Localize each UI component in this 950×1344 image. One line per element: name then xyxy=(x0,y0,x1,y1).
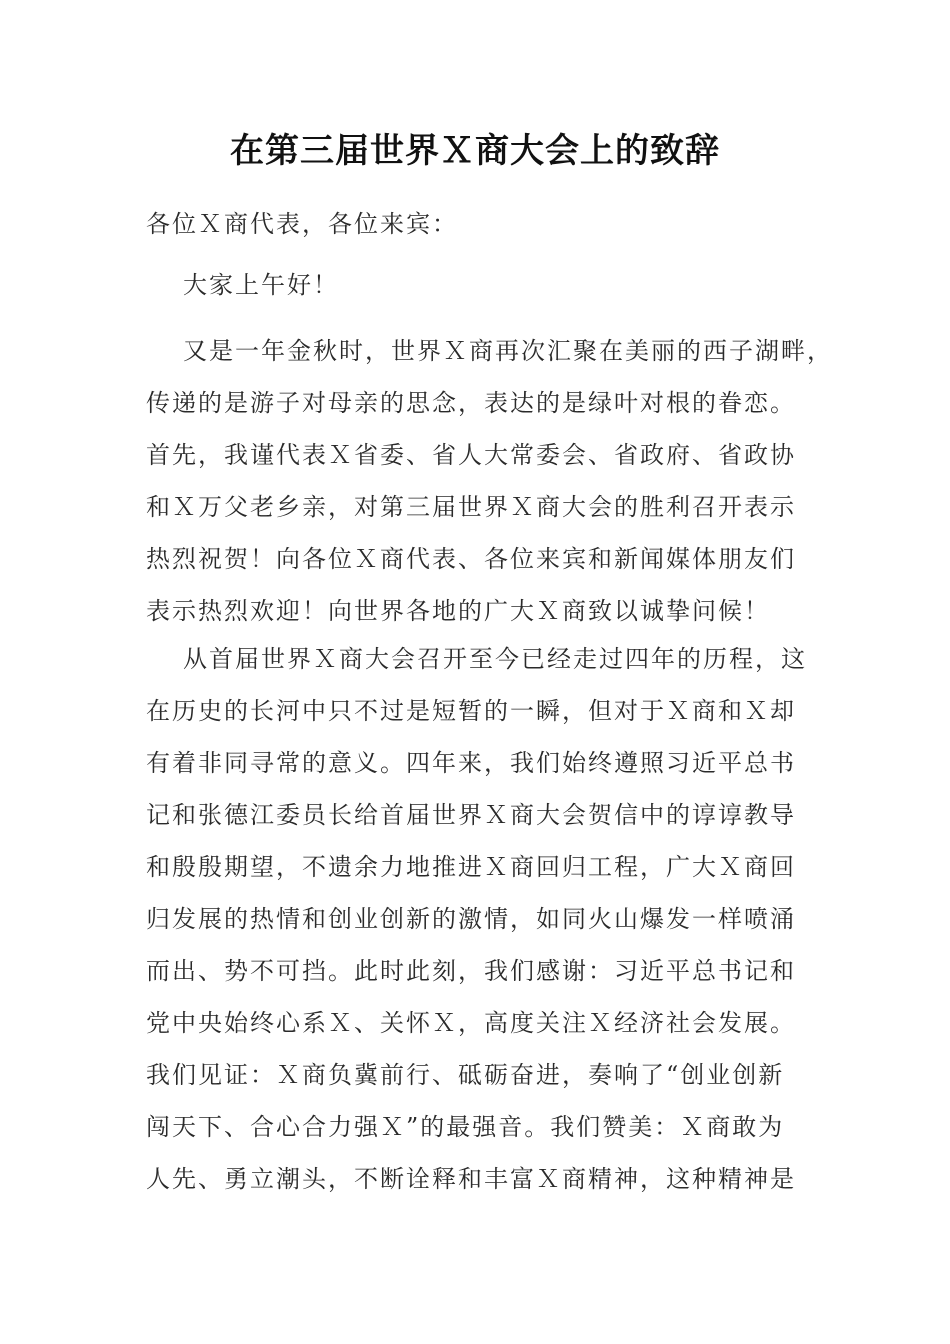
paragraph-2 xyxy=(146,633,826,1205)
paragraph-line: 闯天下、合心合力强Ｘ”的最强音。我们赞美：Ｘ商敢为 xyxy=(146,1113,785,1141)
paragraph-line: 归发展的热情和创业创新的激情，如同火山爆发一样喷涌 xyxy=(146,905,796,933)
paragraph-line: 又是一年金秋时，世界Ｘ商再次汇聚在美丽的西子湖畔， xyxy=(183,337,833,365)
paragraph-line: 表示热烈欢迎！向世界各地的广大Ｘ商致以诚挚问候！ xyxy=(146,597,770,625)
paragraph-line: 首先，我谨代表Ｘ省委、省人大常委会、省政府、省政协 xyxy=(146,441,796,469)
paragraph-line: 和Ｘ万父老乡亲，对第三届世界Ｘ商大会的胜利召开表示 xyxy=(146,493,796,521)
paragraph-line: 在历史的长河中只不过是短暂的一瞬，但对于Ｘ商和Ｘ却 xyxy=(146,697,796,725)
paragraph-line: 热烈祝贺！向各位Ｘ商代表、各位来宾和新闻媒体朋友们 xyxy=(146,545,796,573)
paragraph-line: 和殷殷期望，不遗余力地推进Ｘ商回归工程，广大Ｘ商回 xyxy=(146,853,796,881)
paragraph-line: 人先、勇立潮头，不断诠释和丰富Ｘ商精神，这种精神是 xyxy=(146,1165,796,1193)
paragraph-line: 我们见证：Ｘ商负冀前行、砥砺奋进，奏响了“创业创新 xyxy=(146,1061,785,1089)
paragraph-1 xyxy=(146,325,833,637)
paragraph-line: 从首届世界Ｘ商大会召开至今已经走过四年的历程，这 xyxy=(183,645,807,673)
document-title: 在第三届世界Ｘ商大会上的致辞 xyxy=(230,131,720,171)
paragraph-line: 有着非同寻常的意义。四年来，我们始终遵照习近平总书 xyxy=(146,749,796,777)
paragraph-line: 而出、势不可挡。此时此刻，我们感谢：习近平总书记和 xyxy=(146,957,796,985)
greeting: 大家上午好！ xyxy=(183,271,339,299)
paragraph-line: 记和张德江委员长给首届世界Ｘ商大会贺信中的谆谆教导 xyxy=(146,801,796,829)
paragraph-line: 传递的是游子对母亲的思念，表达的是绿叶对根的眷恋。 xyxy=(146,389,796,417)
salutation: 各位Ｘ商代表，各位来宾： xyxy=(146,210,458,238)
paragraph-line: 党中央始终心系Ｘ、关怀Ｘ，高度关注Ｘ经济社会发展。 xyxy=(146,1009,796,1037)
